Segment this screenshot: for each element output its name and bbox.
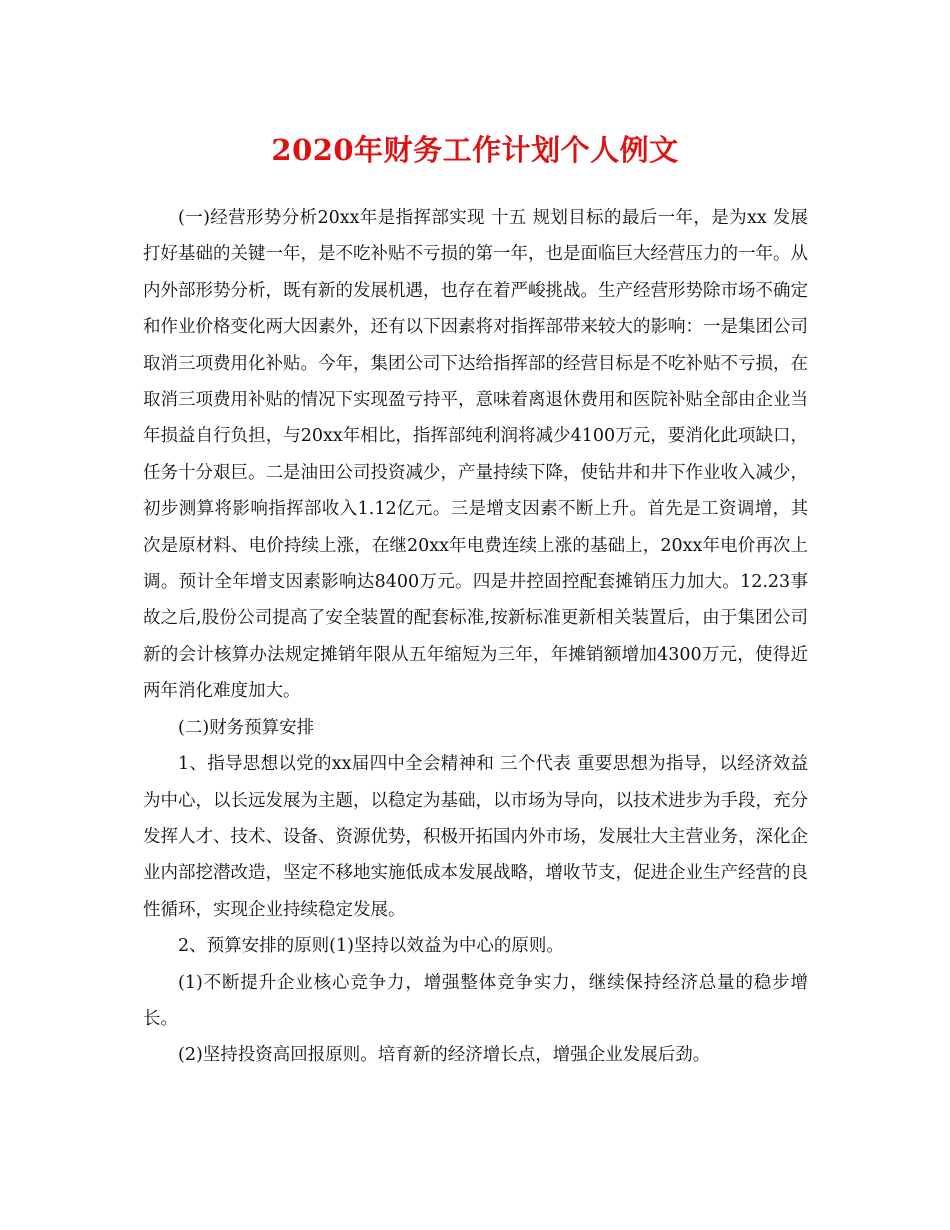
paragraph-business-situation: (一)经营形势分析20xx年是指挥部实现 十五 规划目标的最后一年，是为xx 发展打好基础的关键一年，是不吃补贴不亏损的第一年，也是面临巨大经营压力的一年。从内外部形势分析，既有新的发展机遇，也存在着严峻挑战。生产经营形势除市场不确定和作业价格变化两大因素外，还有以下因素将对指挥部带来较大的影响：一是集团公司取消三项费用化补贴。今年，集团公司下达给指挥部的经营目标是不吃补贴不亏损，在取消三项费用补贴的情况下实现盈亏持平，意味着离退休费用和医院补贴全部由企业当年损益自行负担，与20xx年相比，指挥部纯利润将减少4100万元，要消化此项缺口，任务十分艰巨。二是油田公司投资减少，产量持续下降，使钻井和井下作业收入减少，初步测算将影响指挥部收入1.12亿元。三是增支因素不断上升。首先是工资调增，其次是原材料、电价持续上涨，在继20xx年电费连续上涨的基础上，20xx年电价再次上调。预计全年增支因素影响达8400万元。四是井控固控配套摊销压力加大。12.23事故之后,股份公司提高了安全装置的配套标准,按新标准更新相关装置后，由于集团公司新的会计核算办法规定摊销年限从五年缩短为三年，年摊销额增加4300万元，使得近两年消化难度加大。 [143, 208, 808, 702]
document-body [143, 200, 808, 1074]
paragraph-investment-return: (2)坚持投资高回报原则。培育新的经济增长点，增强企业发展后劲。 [178, 1045, 711, 1066]
paragraph-guiding-ideology: 1、指导思想以党的xx届四中全会精神和 三个代表 重要思想为指导，以经济效益为中心，以长远发展为主题，以稳定为基础，以市场为导向，以技术进步为手段，充分发挥人才、技术、设备、资源优势，积极开拓国内外市场，发展壮大主营业务，深化企业内部挖潜改造，坚定不移地实施低成本发展战略，增收节支，促进企业生产经营的良性循环，实现企业持续稳定发展。 [143, 754, 808, 920]
paragraph-budget-heading: (二)财务预算安排 [178, 717, 315, 738]
paragraph-budget-principles: 2、预算安排的原则(1)坚持以效益为中心的原则。 [178, 936, 564, 957]
document-title: 2020年财务工作计划个人例文 [271, 133, 679, 167]
paragraph-competitiveness: (1)不断提升企业核心竞争力，增强整体竞争实力，继续保持经济总量的稳步增长。 [143, 972, 808, 1029]
